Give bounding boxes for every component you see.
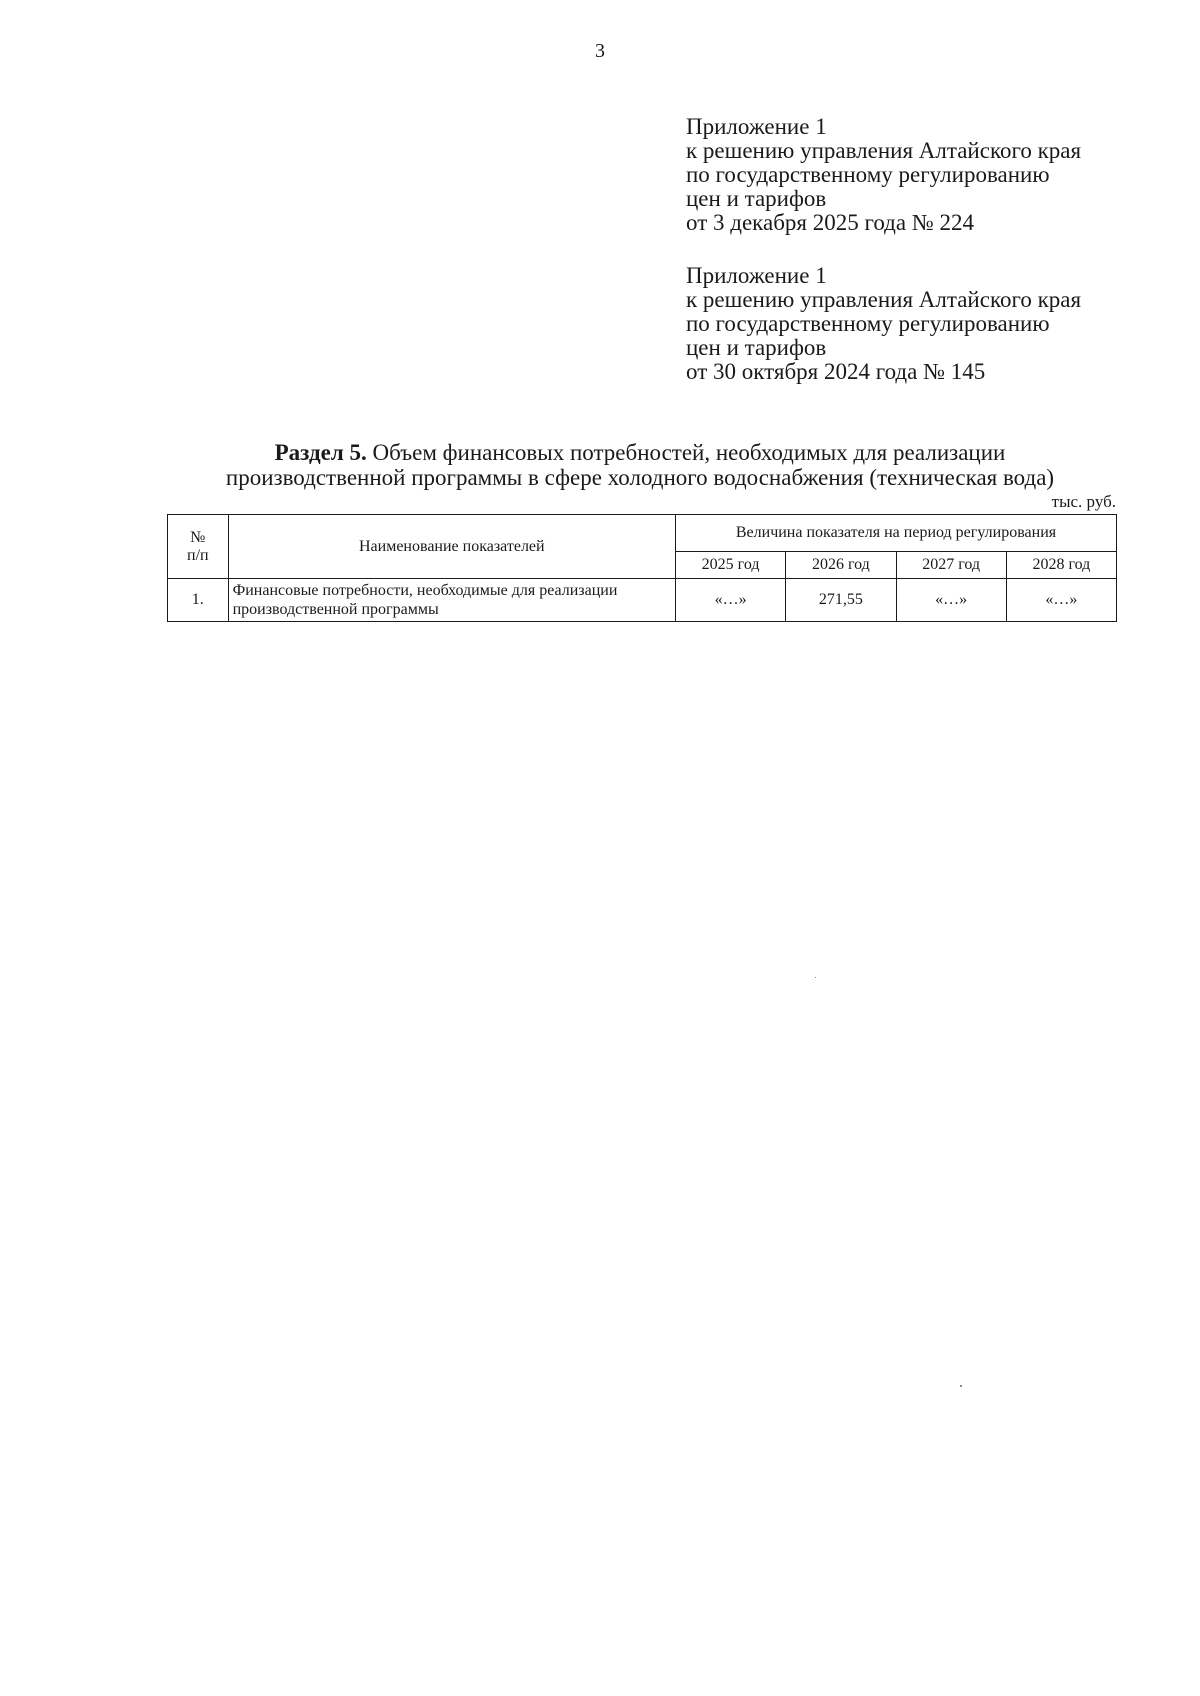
header-period: Величина показателя на период регулирования: [676, 515, 1117, 552]
appendix-line: от 30 октября 2024 года № 145: [686, 359, 986, 384]
page-number: 3: [595, 40, 605, 62]
appendix-line: Приложение 1: [686, 114, 827, 139]
table-header-row: [168, 515, 1117, 552]
financial-needs-table: [167, 514, 1117, 622]
row-value-2027: «…»: [896, 579, 1006, 622]
section-title-line-1: Объем финансовых потребностей, необходимых для реализации: [366, 440, 1006, 465]
section-label: Раздел 5.: [274, 440, 367, 465]
section-title: [160, 440, 1120, 490]
appendix-line: от 3 декабря 2025 года № 224: [686, 210, 975, 235]
row-num: 1.: [168, 579, 229, 622]
appendix-original-decision: [686, 264, 1146, 384]
appendix-line: цен и тарифов: [686, 186, 827, 211]
scan-speck: [960, 1385, 962, 1387]
row-value-2028: «…»: [1006, 579, 1116, 622]
header-num: № п/п: [168, 515, 229, 579]
header-year-2025: 2025 год: [676, 552, 786, 579]
units-label: тыс. руб.: [1051, 492, 1116, 511]
scan-speck: [815, 977, 816, 978]
table-row: [168, 579, 1117, 622]
header-year-2026: 2026 год: [786, 552, 896, 579]
header-year-2028: 2028 год: [1006, 552, 1116, 579]
appendix-line: цен и тарифов: [686, 335, 827, 360]
row-value-2026: 271,55: [786, 579, 896, 622]
appendix-line: к решению управления Алтайского края: [686, 138, 1082, 163]
appendix-line: к решению управления Алтайского края: [686, 287, 1082, 312]
row-name: Финансовые потребности, необходимые для реализации производственной программы: [228, 579, 675, 622]
header-year-2027: 2027 год: [896, 552, 1006, 579]
appendix-line: Приложение 1: [686, 263, 827, 288]
row-value-2025: «…»: [676, 579, 786, 622]
appendix-line: по государственному регулированию: [686, 311, 1050, 336]
header-name: Наименование показателей: [228, 515, 675, 579]
appendix-line: по государственному регулированию: [686, 162, 1050, 187]
appendix-current-decision: [686, 115, 1146, 235]
section-title-line-2: производственной программы в сфере холодного водоснабжения (техническая вода): [225, 465, 1055, 490]
